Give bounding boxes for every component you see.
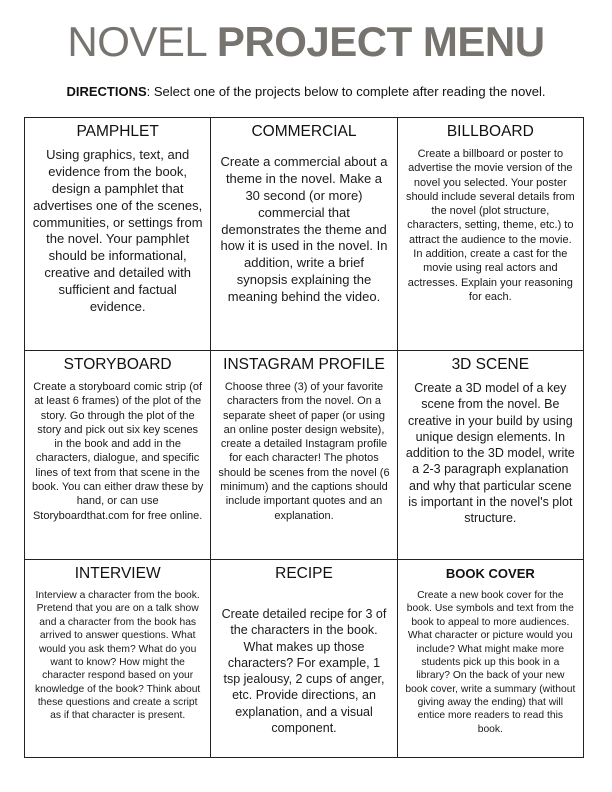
- project-description: Create a billboard or poster to advertise the movie version of the novel you selected. Your poster should include several details from the novel (plot structure, characters, setting, theme, etc.) to attract the audience to the movie. In addition, create a cast for the movie using real actors and actresses. Explain your reasoning for each.: [405, 148, 575, 303]
- project-description: Using graphics, text, and evidence from the book, design a pamphlet that advertises one of the scenes, communities, or settings from the novel. Your pamphlet should be informational, creative and detailed with sufficient and factual evidence.: [32, 147, 203, 315]
- project-title: BOOK COVER: [445, 566, 535, 581]
- directions: [0, 84, 612, 99]
- project-description: Create a new book cover for the book. Use symbols and text from the book to appeal to more audiences. What character or picture would you include? What might make more students pick up this book in a library? On the back of your new book cover, write a summary (without giving away the ending) that will entice more readers to read this book.: [405, 590, 576, 735]
- project-menu-grid: [24, 117, 584, 758]
- project-description: Create a commercial about a theme in the novel. Make a 30 second (or more) commercial that demonstrates the theme and how it is used in the novel. In addition, write a brief synopsis explaining the meaning behind the video.: [220, 154, 388, 305]
- page-title: [0, 18, 612, 66]
- project-instagram-profile: [211, 351, 397, 560]
- title-bold-part: PROJECT MENU: [216, 18, 545, 65]
- project-description: Choose three (3) of your favorite characters from the novel. On a separate sheet of paper (or using an online poster design website), create a detailed Instagram profile for each character! The photos should be scenes from the novel (6 minimum) and the captions should include important quotes and an explanation.: [218, 381, 390, 522]
- directions-text: : Select one of the projects below to complete after reading the novel.: [146, 84, 546, 99]
- project-book-cover: [397, 560, 583, 758]
- project-title: BILLBOARD: [446, 123, 534, 140]
- project-storyboard: [25, 351, 211, 560]
- project-title: INTERVIEW: [74, 565, 161, 582]
- project-description: Interview a character from the book. Pretend that you are on a talk show and a character from the book has arrived to answer questions. What would you ask them? What do you want to know? How might the character respond based on your knowledge of the book? Think about these questions and create a script as if that character is present.: [35, 590, 201, 722]
- project-commercial: [211, 118, 397, 351]
- directions-label: DIRECTIONS: [66, 84, 147, 99]
- menu-row: [25, 351, 584, 560]
- title-light-part: NOVEL: [67, 18, 206, 65]
- menu-row: [25, 118, 584, 351]
- project-description: Create a 3D model of a key scene from the novel. Be creative in your build by using unique design elements. In addition to the 3D model, write a 2-3 paragraph explanation and why that particular scene is important in the novel's plot structure.: [405, 381, 575, 525]
- project-title: INSTAGRAM PROFILE: [223, 356, 385, 373]
- project-title: STORYBOARD: [63, 356, 172, 373]
- project-3d-scene: [397, 351, 583, 560]
- project-pamphlet: [25, 118, 211, 351]
- project-title: PAMPHLET: [76, 123, 159, 140]
- project-recipe: [211, 560, 397, 758]
- project-description: Create detailed recipe for 3 of the characters in the book. What makes up those characters? For example, 1 tsp jealousy, 2 cups of anger, etc. Provide directions, an explanation, and a visual component.: [221, 607, 387, 735]
- project-title: 3D SCENE: [451, 356, 530, 373]
- project-interview: [25, 560, 211, 758]
- project-billboard: [397, 118, 583, 351]
- menu-row: [25, 560, 584, 758]
- project-title: RECIPE: [275, 565, 333, 582]
- project-description: Create a storyboard comic strip (of at least 6 frames) of the plot of the story. Go through the plot of the story and pick out six key scenes in the book and add in the characters, dialogue, and specific lines of text from that scene in the book. You can either draw these by hand, or can use Storyboardthat.com for free online.: [32, 381, 204, 522]
- project-title: COMMERCIAL: [251, 123, 357, 140]
